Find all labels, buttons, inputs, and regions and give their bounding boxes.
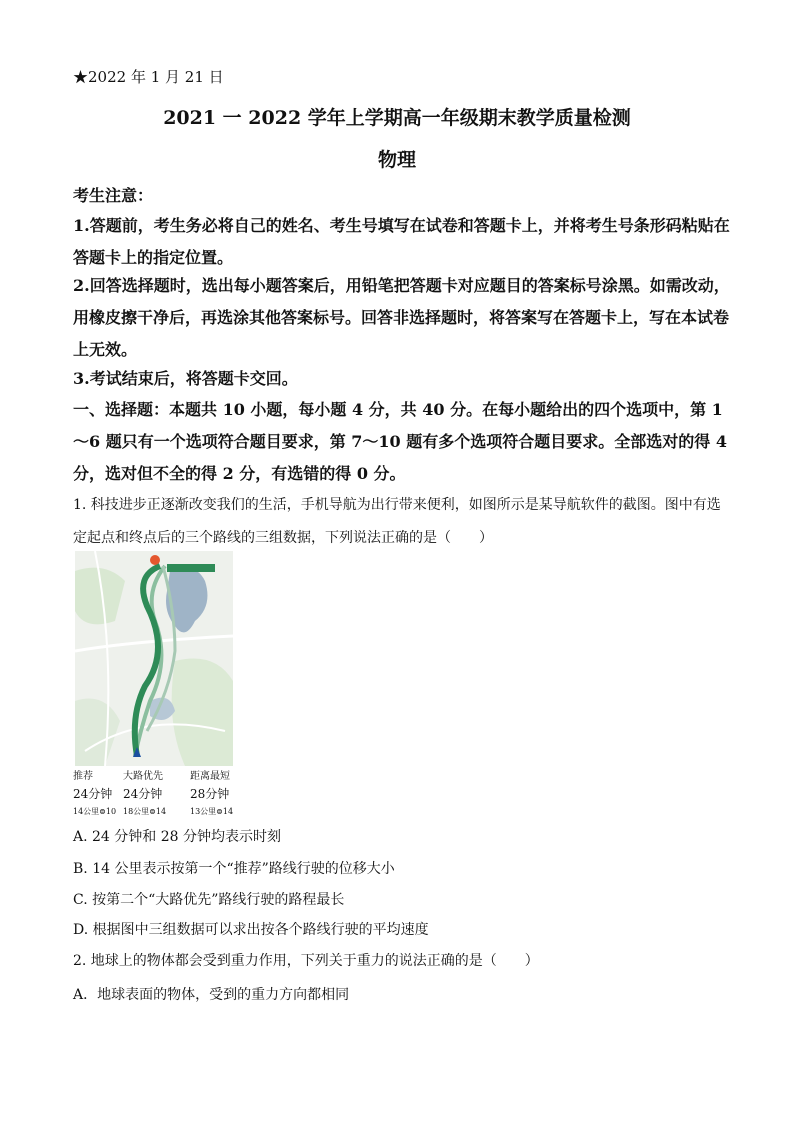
route-name: 距离最短 <box>190 771 230 782</box>
route-detail: 13公里⊜14 <box>190 807 234 816</box>
route-name: 推荐 <box>73 771 93 782</box>
notice-heading: 考生注意： <box>73 186 154 205</box>
question-1-stem: 1. 科技进步正逐渐改变我们的生活，手机导航为出行带来便利，如图所示是某导航软件的截图。图中有选定起点和终点后的三个路线的三组数据，下列说法正确的是（ ） <box>73 497 721 546</box>
question-2-stem: 2. 地球上的物体都会受到重力作用，下列关于重力的说法正确的是（ ） <box>73 953 539 969</box>
route-time: 28分钟 <box>190 787 230 801</box>
route-option-2 <box>123 770 183 820</box>
notice-item-1: 1.答题前，考生务必将自己的姓名、考生号填写在试卷和答题卡上，并将考生号条形码粘贴在答题卡上的指定位置。 <box>73 216 730 267</box>
question-2-option-a: A．地球表面的物体，受到的重力方向都相同 <box>73 987 350 1003</box>
section-heading: 一、选择题：本题共 10 小题，每小题 4 分，共 40 分。在每小题给出的四个选项中，第 1～6 题只有一个选项符合题目要求，第 7～10 题有多个选项符合题目要求。全部选对的得 4 分，选对但不全的得 2 分，有选错的得 0 分。 <box>73 400 727 483</box>
route-detail: 18公里⊜14 <box>123 807 167 816</box>
route-name: 大路优先 <box>123 771 163 782</box>
map-image <box>75 551 233 766</box>
route-time: 24分钟 <box>73 787 113 801</box>
route-time: 24分钟 <box>123 787 163 801</box>
question-1-option-c: C. 按第二个“大路优先”路线行驶的路程最长 <box>73 892 345 908</box>
route-legend <box>73 770 243 820</box>
question-1-option-b: B. 14 公里表示按第一个“推荐”路线行驶的位移大小 <box>73 861 395 877</box>
exam-date: ★2022 年 1 月 21 日 <box>73 68 224 86</box>
exam-title: 2021 一 2022 学年上学期高一年级期末教学质量检测 <box>163 107 631 129</box>
route-option-3 <box>190 770 250 820</box>
notice-item-3: 3.考试结束后，将答题卡交回。 <box>73 369 298 388</box>
navigation-map <box>75 551 233 766</box>
route-detail: 14公里⊜10 <box>73 807 117 816</box>
exam-subject: 物理 <box>377 149 416 171</box>
question-1-option-d: D. 根据图中三组数据可以求出按各个路线行驶的平均速度 <box>73 922 429 938</box>
question-1-option-a: A. 24 分钟和 28 分钟均表示时刻 <box>73 829 281 845</box>
notice-item-2: 2.回答选择题时，选出每小题答案后，用铅笔把答题卡对应题目的答案标号涂黑。如需改动，用橡皮擦干净后，再选涂其他答案标号。回答非选择题时，将答案写在答题卡上，写在本试卷上无效。 <box>73 276 730 359</box>
